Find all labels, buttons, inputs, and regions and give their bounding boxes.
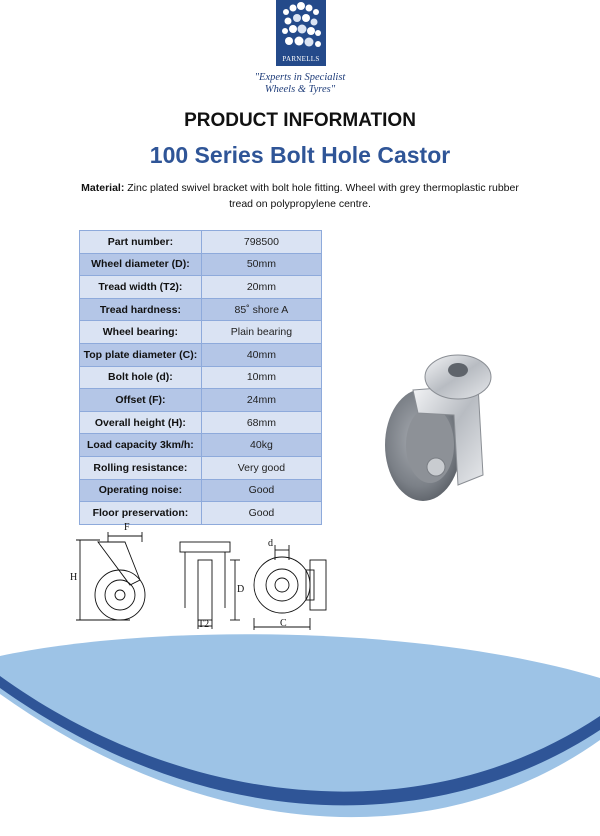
logo-brand-name: PARNELLS xyxy=(282,55,320,63)
dimension-label-f: F xyxy=(124,522,130,533)
material-text: Zinc plated swivel bracket with bolt hole fitting. Wheel with grey thermoplastic rubber tread on polypropylene centre. xyxy=(127,182,519,210)
table-row xyxy=(80,298,322,321)
table-row xyxy=(80,253,322,276)
dimension-label-c: C xyxy=(280,618,287,629)
logo-tagline-line1: "Experts in Specialist xyxy=(254,72,346,83)
company-logo xyxy=(276,0,326,66)
product-title: 100 Series Bolt Hole Castor xyxy=(149,142,451,168)
spec-label: Offset (F): xyxy=(80,389,202,412)
castor-axle-nut xyxy=(427,458,445,476)
spec-label: Operating noise: xyxy=(80,479,202,502)
spec-label: Rolling resistance: xyxy=(80,456,202,479)
spec-label: Load capacity 3km/h: xyxy=(80,434,202,457)
spec-label: Bolt hole (d): xyxy=(80,366,202,389)
spec-label: Part number: xyxy=(80,231,202,254)
spec-value: Good xyxy=(201,479,321,502)
table-row xyxy=(80,411,322,434)
decorative-wave xyxy=(0,630,600,836)
spec-value: 40mm xyxy=(201,343,321,366)
spec-label: Tread hardness: xyxy=(80,298,202,321)
dimension-label-t2: T2 xyxy=(198,619,210,630)
table-row xyxy=(80,231,322,254)
spec-table xyxy=(79,230,322,525)
spec-label: Wheel diameter (D): xyxy=(80,253,202,276)
spec-value: 24mm xyxy=(201,389,321,412)
table-row xyxy=(80,502,322,525)
spec-value: 10mm xyxy=(201,366,321,389)
castor-photo xyxy=(358,345,528,505)
table-row xyxy=(80,456,322,479)
spec-value: 85˚ shore A xyxy=(201,298,321,321)
logo-circles-icon xyxy=(276,0,326,55)
spec-label: Tread width (T2): xyxy=(80,276,202,299)
spec-value: 68mm xyxy=(201,411,321,434)
table-row xyxy=(80,276,322,299)
castor-bolt-hole xyxy=(448,363,468,377)
table-row xyxy=(80,343,322,366)
table-row xyxy=(80,434,322,457)
dimension-label-d-upper: D xyxy=(237,584,245,595)
spec-label: Top plate diameter (C): xyxy=(80,343,202,366)
table-row xyxy=(80,366,322,389)
dimension-label-h: H xyxy=(70,572,78,583)
spec-label: Floor preservation: xyxy=(80,502,202,525)
spec-value: Plain bearing xyxy=(201,321,321,344)
spec-value: 798500 xyxy=(201,231,321,254)
technical-drawings xyxy=(70,522,370,630)
spec-value: 50mm xyxy=(201,253,321,276)
spec-value: 40kg xyxy=(201,434,321,457)
spec-value: 20mm xyxy=(201,276,321,299)
table-row xyxy=(80,479,322,502)
spec-label: Wheel bearing: xyxy=(80,321,202,344)
material-label: Material: xyxy=(81,182,125,194)
spec-value: Good xyxy=(201,502,321,525)
spec-label: Overall height (H): xyxy=(80,411,202,434)
table-row xyxy=(80,321,322,344)
material-description xyxy=(80,180,520,212)
page-heading: PRODUCT INFORMATION xyxy=(184,110,416,131)
dimension-label-d-lower: d xyxy=(268,538,273,549)
logo-tagline-line2: Wheels & Tyres" xyxy=(264,84,336,95)
table-row xyxy=(80,389,322,412)
spec-value: Very good xyxy=(201,456,321,479)
